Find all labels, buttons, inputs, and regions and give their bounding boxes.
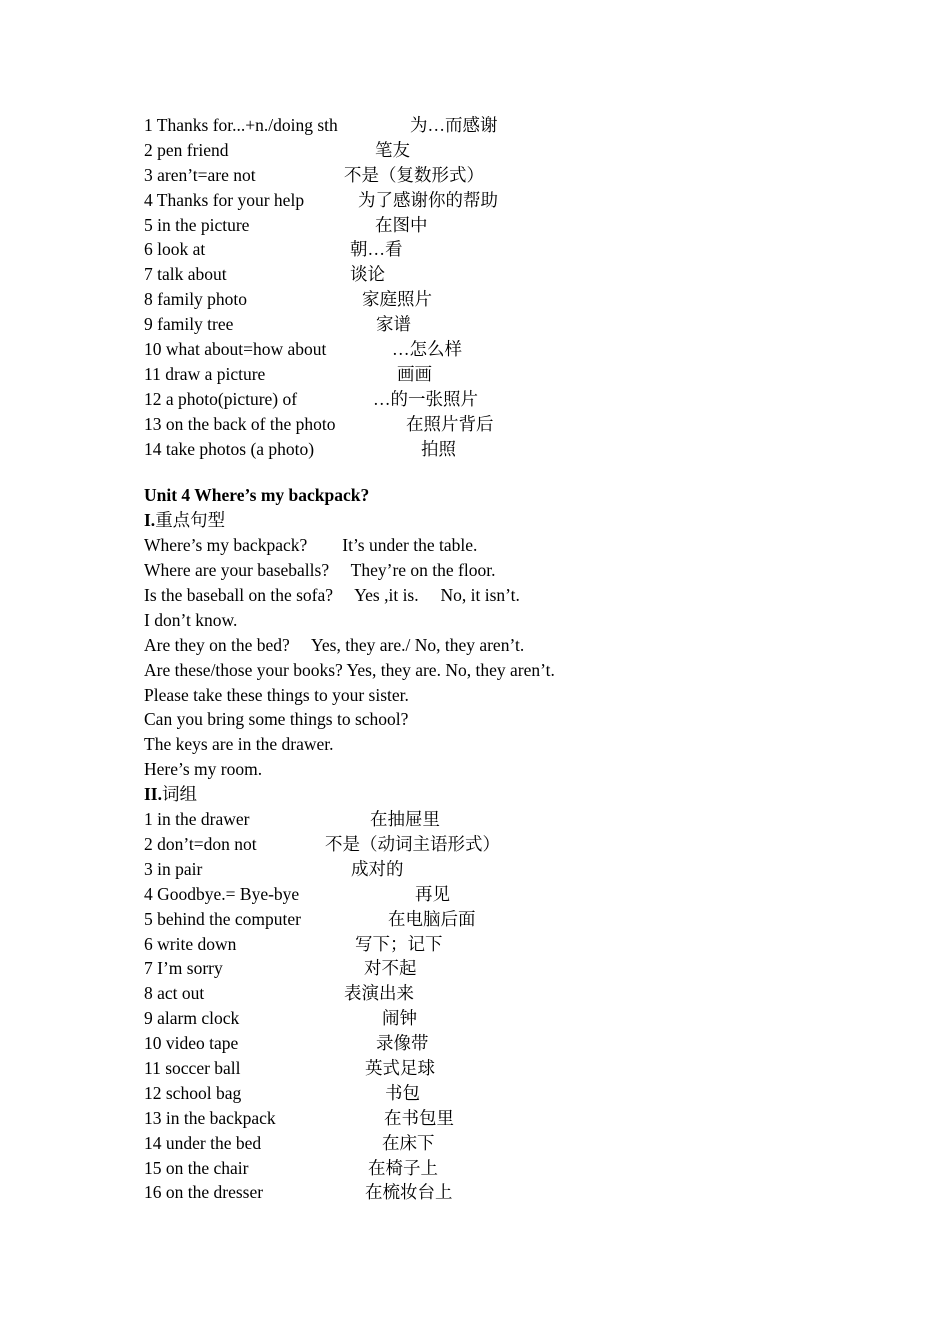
section-heading [144, 782, 904, 807]
phrase-en: 6 write down [144, 933, 237, 954]
section-number: I. [144, 510, 156, 531]
phrase-en: 1 in the drawer [144, 809, 250, 830]
phrase-en: 14 under the bed [144, 1132, 262, 1153]
phrase-en: 1 Thanks for...+n./doing sth [144, 115, 338, 135]
phrase-zh: 英式足球 [365, 1057, 435, 1078]
list-item [144, 1180, 904, 1205]
phrase-zh: 录像带 [376, 1033, 429, 1054]
section-label: 重点句型 [155, 510, 226, 531]
list-item [144, 337, 904, 362]
vocab-list [144, 113, 904, 461]
list-item [144, 857, 904, 882]
spacer [144, 461, 904, 483]
list-item [144, 882, 904, 907]
list-item [144, 287, 904, 312]
phrase-en: 3 in pair [144, 858, 203, 879]
sentence: Please take these things to your sister. [144, 684, 409, 705]
phrase-en: 7 I’m sorry [144, 958, 223, 979]
phrase-zh: 不是（动词主语形式） [325, 833, 500, 854]
phrase-en: 15 on the chair [144, 1157, 249, 1178]
phrase-zh: 表演出来 [344, 983, 414, 1004]
list-item [144, 213, 904, 238]
list-item [144, 1156, 904, 1181]
phrase-zh: 在椅子上 [368, 1157, 438, 1178]
phrase-en: 11 draw a picture [144, 363, 266, 384]
document-page [144, 113, 904, 1205]
phrase-zh: 在床下 [382, 1132, 435, 1153]
list-item [144, 907, 904, 932]
phrase-zh: 成对的 [351, 858, 404, 879]
phrase-en: 5 in the picture [144, 214, 250, 235]
phrase-en: 13 on the back of the photo [144, 413, 336, 434]
list-item [144, 188, 904, 213]
list-item [144, 312, 904, 337]
phrase-zh: 对不起 [364, 958, 417, 979]
phrase-zh: 闹钟 [382, 1008, 417, 1029]
list-item [144, 138, 904, 163]
phrase-zh: 在梳妆台上 [365, 1182, 453, 1203]
list-item [144, 412, 904, 437]
phrase-zh: …的一张照片 [373, 388, 478, 409]
phrase-list [144, 807, 904, 1205]
phrase-zh: 在图中 [375, 214, 428, 235]
phrase-en: 9 alarm clock [144, 1008, 240, 1029]
list-item [144, 1131, 904, 1156]
phrase-zh: 为…而感谢 [410, 115, 498, 135]
list-item [144, 387, 904, 412]
sentence-list [144, 533, 904, 782]
list-item [144, 832, 904, 857]
phrase-en: 10 what about=how about [144, 339, 327, 360]
phrase-en: 2 pen friend [144, 139, 229, 160]
phrase-en: 10 video tape [144, 1033, 239, 1054]
phrase-zh: 在电脑后面 [388, 908, 476, 929]
section-heading [144, 508, 904, 533]
phrase-zh: 书包 [385, 1082, 420, 1103]
phrase-en: 8 act out [144, 983, 205, 1004]
sentence: Here’s my room. [144, 759, 263, 780]
phrase-en: 12 school bag [144, 1082, 242, 1103]
phrase-zh: 为了感谢你的帮助 [358, 189, 498, 210]
list-item [144, 1081, 904, 1106]
unit-section [144, 483, 904, 1205]
sentence: Can you bring some things to school? [144, 709, 409, 730]
list-item [144, 113, 904, 138]
list-item [144, 1031, 904, 1056]
phrase-zh: …怎么样 [392, 339, 462, 360]
phrase-zh: 家庭照片 [362, 289, 432, 310]
phrase-zh: 写下；记下 [355, 933, 443, 954]
phrase-en: 7 talk about [144, 264, 227, 285]
unit-title: Unit 4 Where’s my backpack? [144, 485, 370, 506]
sentence: Are these/those your books? Yes, they are. No, they aren’t. [144, 659, 555, 680]
list-item [144, 807, 904, 832]
phrase-zh: 再见 [415, 883, 450, 904]
phrase-en: 4 Goodbye.= Bye-bye [144, 883, 300, 904]
section-label: 词组 [162, 784, 197, 805]
phrase-en: 2 don’t=don not [144, 833, 257, 854]
list-item [144, 237, 904, 262]
phrase-zh: 笔友 [375, 139, 410, 160]
sentence: Where are your baseballs? They’re on the floor. [144, 560, 496, 581]
phrase-en: 11 soccer ball [144, 1057, 241, 1078]
phrase-zh: 家谱 [376, 314, 411, 335]
list-item [144, 1056, 904, 1081]
phrase-en: 5 behind the computer [144, 908, 301, 929]
phrase-zh: 在书包里 [384, 1107, 454, 1128]
list-item [144, 163, 904, 188]
phrase-en: 3 aren’t=are not [144, 164, 256, 185]
list-item [144, 981, 904, 1006]
sentence: Is the baseball on the sofa? Yes ,it is. No, it isn’t. [144, 585, 520, 606]
phrase-en: 6 look at [144, 239, 206, 260]
list-item [144, 1006, 904, 1031]
sentence: Where’s my backpack? It’s under the table. [144, 535, 478, 556]
phrase-zh: 不是（复数形式） [344, 164, 484, 185]
phrase-zh: 在照片背后 [406, 413, 494, 434]
phrase-zh: 画画 [397, 363, 432, 384]
phrase-en: 12 a photo(picture) of [144, 388, 298, 409]
phrase-en: 9 family tree [144, 314, 234, 335]
section-number: II. [144, 784, 162, 805]
list-item [144, 1106, 904, 1131]
phrase-en: 16 on the dresser [144, 1182, 264, 1203]
phrase-en: 4 Thanks for your help [144, 189, 305, 210]
sentence: Are they on the bed? Yes, they are./ No, they aren’t. [144, 634, 525, 655]
phrase-en: 8 family photo [144, 289, 248, 310]
list-item [144, 437, 904, 462]
list-item [144, 932, 904, 957]
sentence: The keys are in the drawer. [144, 734, 334, 755]
phrase-zh: 拍照 [421, 438, 456, 459]
list-item [144, 262, 904, 287]
phrase-en: 13 in the backpack [144, 1107, 276, 1128]
list-item [144, 362, 904, 387]
sentence: I don’t know. [144, 609, 238, 630]
list-item [144, 956, 904, 981]
phrase-zh: 谈论 [350, 264, 385, 285]
phrase-en: 14 take photos (a photo) [144, 438, 315, 459]
phrase-zh: 在抽屉里 [370, 809, 440, 830]
phrase-zh: 朝…看 [350, 239, 403, 260]
